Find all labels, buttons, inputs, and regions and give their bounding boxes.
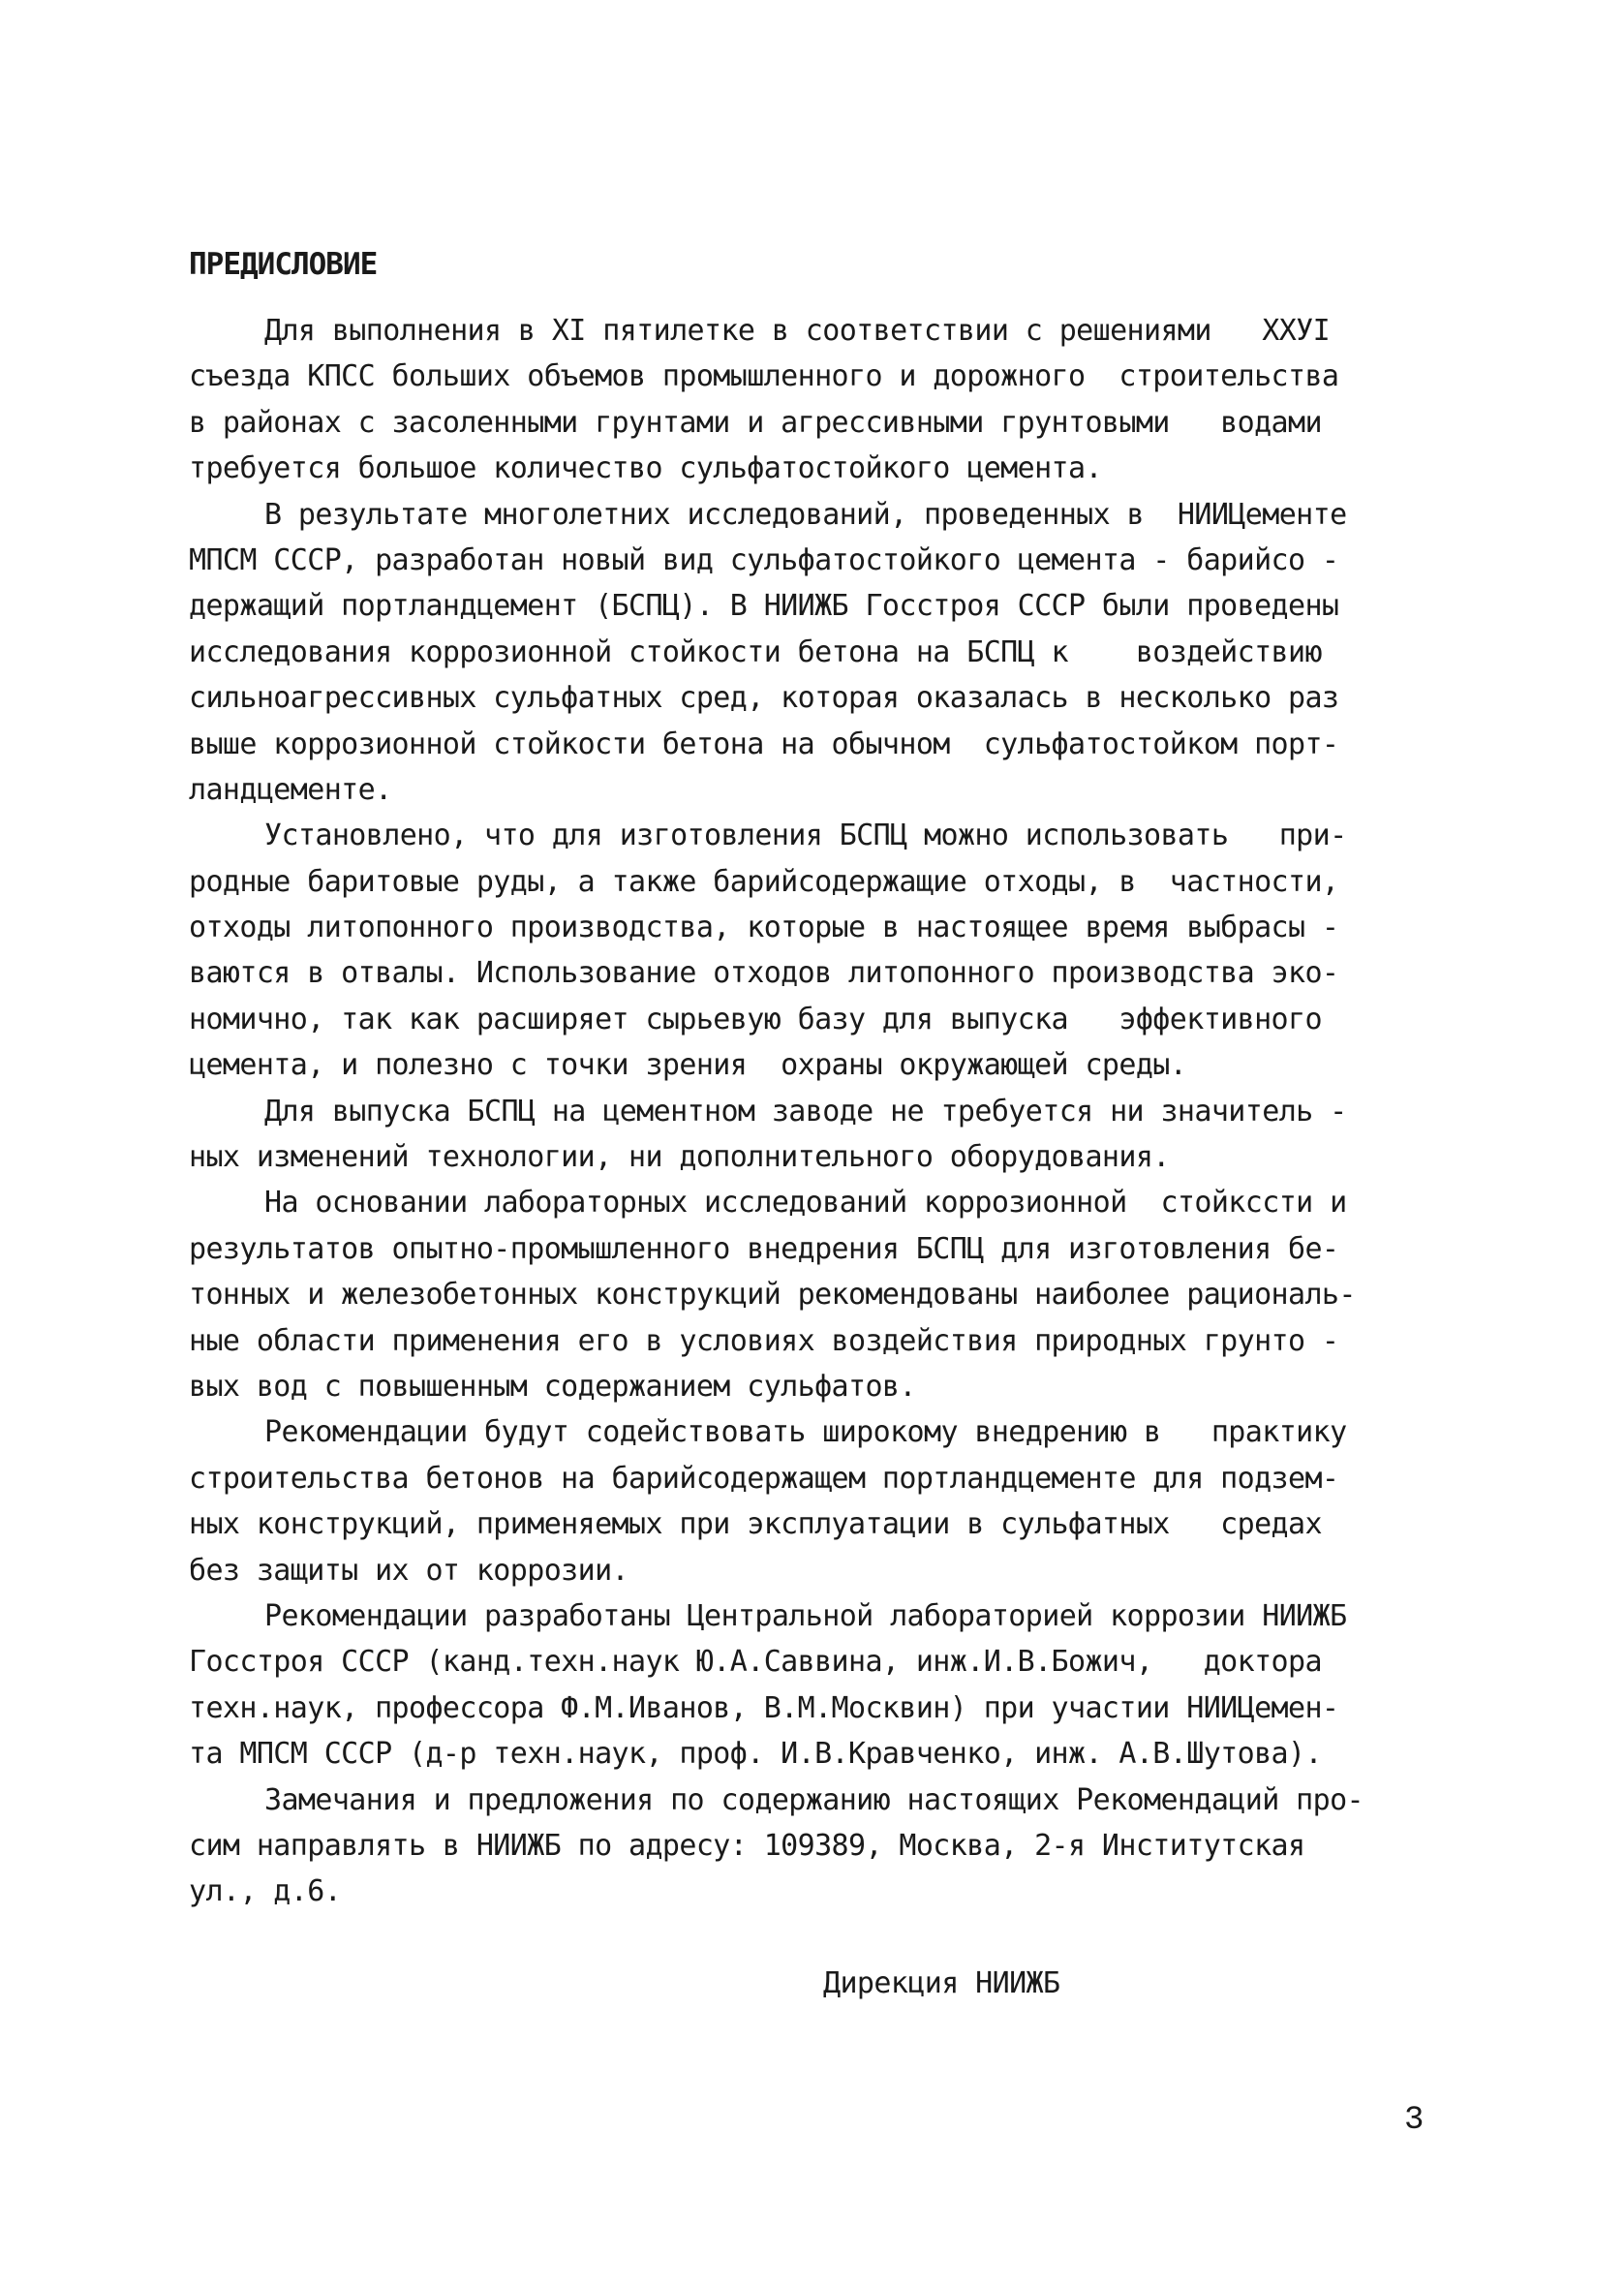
text-line: МПСМ СССР, разработан новый вид сульфатостойкого цемента - барийсо -: [189, 542, 1339, 577]
paragraph: [189, 492, 1477, 814]
text-line: без защиты их от коррозии.: [189, 1553, 628, 1588]
text-line: исследования коррозионной стойкости бетона на БСПЦ к воздействию: [189, 634, 1322, 669]
text-line: ландцементе.: [189, 772, 392, 807]
text-line: родные баритовые руды, а также барийсодержащие отходы, в частности,: [189, 864, 1339, 899]
document-body: [189, 308, 1477, 1915]
text-line: В результате многолетних исследований, проведенных в НИИЦементе: [264, 497, 1347, 532]
text-line: цемента, и полезно с точки зрения охраны окружающей среды.: [189, 1048, 1187, 1083]
text-line: Для выполнения в XI пятилетке в соответствии с решениями XXУI: [264, 314, 1331, 348]
signature: Дирекция НИИЖБ: [823, 1966, 1060, 2000]
text-line: Госстроя СССР (канд.техн.наук Ю.А.Саввина, инж.И.В.Божич, доктора: [189, 1645, 1322, 1680]
text-line: Замечания и предложения по содержанию настоящих Рекомендаций про-: [264, 1782, 1364, 1817]
text-line: Установлено, что для изготовления БСПЦ можно использовать при-: [264, 819, 1347, 853]
text-line: На основании лабораторных исследований коррозионной стойкссти и: [264, 1186, 1347, 1221]
text-line: вых вод с повышенным содержанием сульфатов.: [189, 1369, 916, 1404]
text-line: сим направлять в НИИЖБ по адресу: 109389, Москва, 2-я Институтская: [189, 1828, 1305, 1863]
paragraph: [189, 1778, 1477, 1915]
text-line: ные области применения его в условиях воздействия природных грунто -: [189, 1323, 1339, 1358]
text-line: строительства бетонов на барийсодержащем портландцементе для подзем-: [189, 1461, 1339, 1496]
paragraph: [189, 813, 1477, 1088]
paragraph: [189, 308, 1477, 492]
text-line: отходы литопонного производства, которые в настоящее время выбрасы -: [189, 911, 1339, 945]
text-line: ул., д.6.: [189, 1874, 342, 1909]
text-line: ных конструкций, применяемых при эксплуатации в сульфатных средах: [189, 1507, 1322, 1542]
document-heading: ПРЕДИСЛОВИЕ: [189, 247, 378, 282]
text-line: съезда КПСС больших объемов промышленного и дорожного строительства: [189, 359, 1339, 394]
text-line: та МПСМ СССР (д-р техн.наук, проф. И.В.Кравченко, инж. А.В.Шутова).: [189, 1737, 1322, 1772]
text-line: результатов опытно-промышленного внедрения БСПЦ для изготовления бе-: [189, 1231, 1339, 1266]
text-line: Рекомендации разработаны Центральной лабораторией коррозии НИИЖБ: [264, 1598, 1347, 1633]
text-line: Для выпуска БСПЦ на цементном заводе не требуется ни значитель -: [264, 1094, 1347, 1129]
text-line: номично, так как расширяет сырьевую базу для выпуска эффективного: [189, 1002, 1322, 1036]
text-line: ваются в отвалы. Использование отходов литопонного производства эко-: [189, 956, 1339, 991]
text-line: держащий портландцемент (БСПЦ). В НИИЖБ Госстроя СССР были проведены: [189, 589, 1339, 624]
paragraph: [189, 1089, 1477, 1181]
text-line: Рекомендации будут содействовать широкому внедрению в практику: [264, 1415, 1347, 1450]
text-line: требуется большое количество сульфатостойкого цемента.: [189, 451, 1102, 486]
paragraph: [189, 1180, 1477, 1409]
text-line: тонных и железобетонных конструкций рекомендованы наиболее рациональ-: [189, 1278, 1356, 1313]
text-line: сильноагрессивных сульфатных сред, которая оказалась в несколько раз: [189, 681, 1339, 716]
text-line: в районах с засоленными грунтами и агрессивными грунтовыми водами: [189, 405, 1322, 440]
page-number: 3: [1404, 2102, 1425, 2139]
paragraph: [189, 1593, 1477, 1778]
text-line: выше коррозионной стойкости бетона на обычном сульфатостойком порт-: [189, 727, 1339, 761]
text-line: ных изменений технологии, ни дополнительного оборудования.: [189, 1140, 1170, 1175]
text-line: техн.наук, профессора Ф.М.Иванов, В.М.Москвин) при участии НИИЦемен-: [189, 1690, 1339, 1725]
paragraph: [189, 1409, 1477, 1593]
